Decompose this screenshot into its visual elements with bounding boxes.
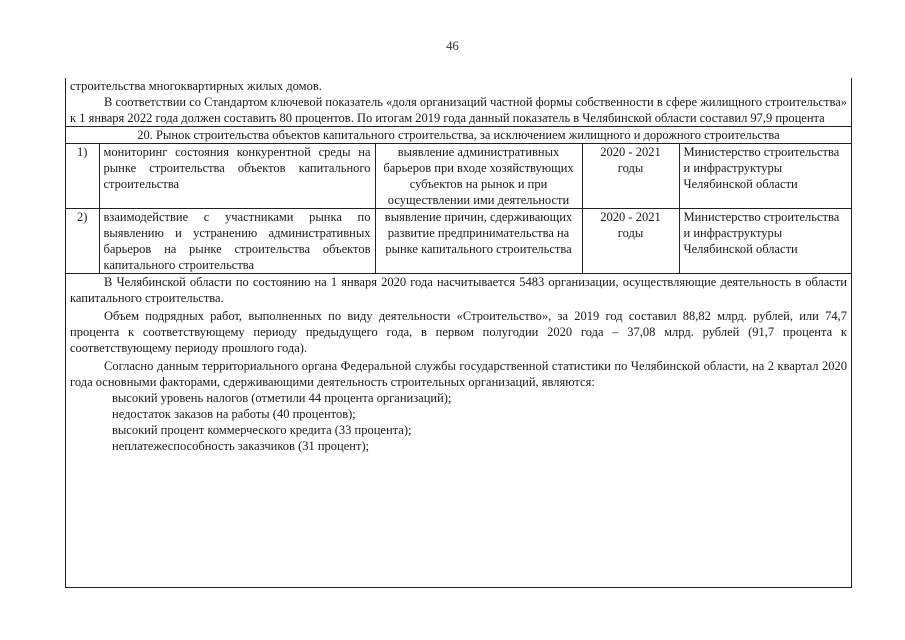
intro-block	[66, 78, 851, 127]
intro-paragraph: В соответствии со Стандартом ключевой показатель «доля организаций частной формы собственности в сфере жилищного строительства» к 1 января 2022 года должен составить 80 процентов. По итогам 2019 года данный показатель в Челябинской области составил 97,9 процента	[70, 95, 847, 125]
row-action: взаимодействие с участниками рынка по выявлению и устранению административных барьеров на рынке строительства объектов капитального строительства	[99, 209, 375, 274]
list-item: высокий процент коммерческого кредита (33 процента);	[112, 423, 412, 437]
table-row	[66, 144, 851, 209]
section-title: 20. Рынок строительства объектов капитального строительства, за исключением жилищного и дорожного строительства	[66, 127, 851, 144]
body-paragraph: В Челябинской области по состоянию на 1 января 2020 года насчитывается 5483 организации, осуществляющие деятельность в области капитального строительства.	[70, 275, 847, 305]
row-responsible: Министерство строительства и инфраструктуры Челябинской области	[679, 144, 851, 209]
document-frame	[65, 78, 852, 588]
intro-line: строительства многоквартирных жилых домов.	[70, 79, 322, 93]
list-item: неплатежеспособность заказчиков (31 процент);	[112, 439, 370, 453]
measures-table	[66, 144, 851, 274]
row-number: 1)	[66, 144, 99, 209]
row-period: 2020 - 2021 годы	[582, 144, 679, 209]
list-item: недостаток заказов на работы (40 процентов);	[112, 407, 356, 421]
row-goal: выявление административных барьеров при входе хозяйствующих субъектов на рынок и при осуществлении ими деятельности	[375, 144, 582, 209]
page-number: 46	[446, 39, 459, 53]
body-paragraph: Объем подрядных работ, выполненных по виду деятельности «Строительство», за 2019 год составил 88,82 млрд. рублей, или 74,7 процента к соответствующему периоду предыдущего года, в первом полугодии 2020 года – 37,08 млрд. рублей (91,7 процента к соответствующему периоду прошлого года).	[70, 309, 847, 355]
row-period: 2020 - 2021 годы	[582, 209, 679, 274]
table-row	[66, 209, 851, 274]
row-number: 2)	[66, 209, 99, 274]
body-paragraph: Согласно данным территориального органа Федеральной службы государственной статистики по Челябинской области, на 2 квартал 2020 года основными факторами, сдерживающими деятельность строительных организаций, являются:	[70, 359, 847, 389]
row-responsible: Министерство строительства и инфраструктуры Челябинской области	[679, 209, 851, 274]
body-block	[66, 274, 851, 454]
row-goal: выявление причин, сдерживающих развитие предпринимательства на рынке капитального строительства	[375, 209, 582, 274]
list-item: высокий уровень налогов (отметили 44 процента организаций);	[112, 391, 452, 405]
row-action: мониторинг состояния конкурентной среды на рынке строительства объектов капитального строительства	[99, 144, 375, 209]
